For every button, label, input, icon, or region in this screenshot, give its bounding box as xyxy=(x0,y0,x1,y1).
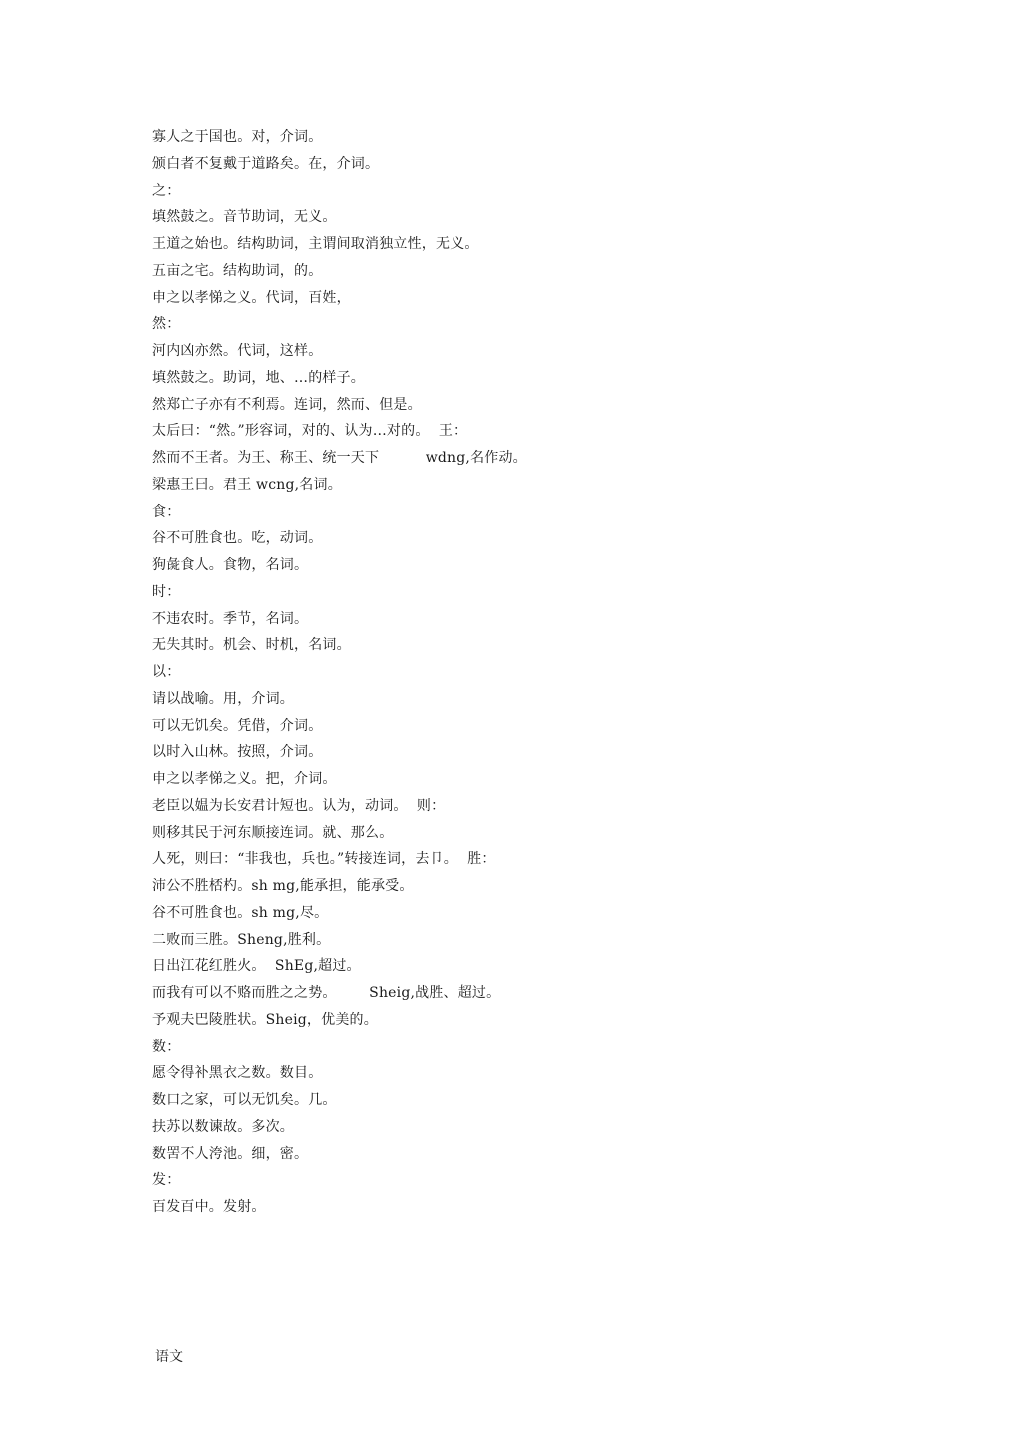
text-line: 人死，则曰：“非我也，兵也。”转接连词，去卩。 胜： xyxy=(152,851,496,868)
section-heading: 发： xyxy=(152,1172,181,1189)
document-body xyxy=(152,124,872,1221)
text-line: 二败而三胜。Sheng,胜利。 xyxy=(152,931,331,948)
text-line: 数口之家，可以无饥矣。几。 xyxy=(152,1092,337,1108)
text-line: 狗彘食人。食物，名词。 xyxy=(152,557,309,573)
section-heading: 食： xyxy=(152,503,181,520)
text-line: 沛公不胜桮杓。sh mg,能承担，能承受。 xyxy=(152,878,414,894)
text-line: 王道之始也。结构助词，主谓间取消独立性，无义。 xyxy=(152,236,479,252)
text-line: 河内凶亦然。代词，这样。 xyxy=(152,343,323,359)
text-line: 颁白者不复戴于道路矣。在，介词。 xyxy=(152,155,380,172)
text-line: 则移其民于河东顺接连词。就、那么。 xyxy=(152,824,394,841)
text-line: 扶苏以数谏故。多次。 xyxy=(152,1118,294,1135)
text-line: 然而不王者。为王、称王、统一天下 wdng,名作动。 xyxy=(152,450,527,466)
text-line: 申之以孝悌之义。把，介词。 xyxy=(152,771,337,787)
text-line: 以时入山林。按照，介词。 xyxy=(152,744,323,761)
text-line: 愿令得补黑衣之数。数目。 xyxy=(152,1065,323,1082)
section-heading: 数： xyxy=(152,1038,181,1055)
text-line: 填然鼓之。助词，地、…的样子。 xyxy=(152,369,365,386)
text-line: 然郑亡子亦有不利焉。连词，然而、但是。 xyxy=(152,396,422,413)
text-line: 予观夫巴陵胜状。Sheig，优美的。 xyxy=(152,1011,378,1028)
section-heading: 时： xyxy=(152,583,181,600)
text-line: 百发百中。发射。 xyxy=(152,1199,266,1215)
text-line: 谷不可胜食也。吃，动词。 xyxy=(152,530,323,547)
text-line: 梁惠王曰。君王 wcng,名词。 xyxy=(152,476,342,493)
text-line: 请以战喻。用，介词。 xyxy=(152,690,294,707)
text-line: 而我有可以不赂而胜之之势。 Sheig,战胜、超过。 xyxy=(152,985,501,1001)
text-line: 日出江花红胜火。 ShEg,超过。 xyxy=(152,958,361,975)
text-line: 数罟不人洿池。细，密。 xyxy=(152,1145,309,1162)
text-line: 填然鼓之。音节助词，无义。 xyxy=(152,209,337,226)
section-heading: 以： xyxy=(152,664,181,680)
text-line: 不违农时。季节，名词。 xyxy=(152,610,309,627)
text-line: 五亩之宅。结构助词，的。 xyxy=(152,262,323,279)
page-footer: 语文 xyxy=(155,1349,183,1365)
text-line: 老臣以媪为长安君计短也。认为，动词。 则： xyxy=(152,797,446,814)
text-line: 无失其时。机会、时机，名词。 xyxy=(152,637,351,654)
section-heading: 之： xyxy=(152,182,181,199)
text-line: 谷不可胜食也。sh mg,尽。 xyxy=(152,904,329,921)
text-line: 太后曰：“然。”形容词，对的、认为…对的。 王： xyxy=(152,423,468,440)
text-line: 寡人之于国也。对，介词。 xyxy=(152,129,323,145)
text-line: 申之以孝悌之义。代词，百姓， xyxy=(152,289,351,306)
section-heading: 然： xyxy=(152,316,181,333)
text-line: 可以无饥矣。凭借，介词。 xyxy=(152,717,323,734)
